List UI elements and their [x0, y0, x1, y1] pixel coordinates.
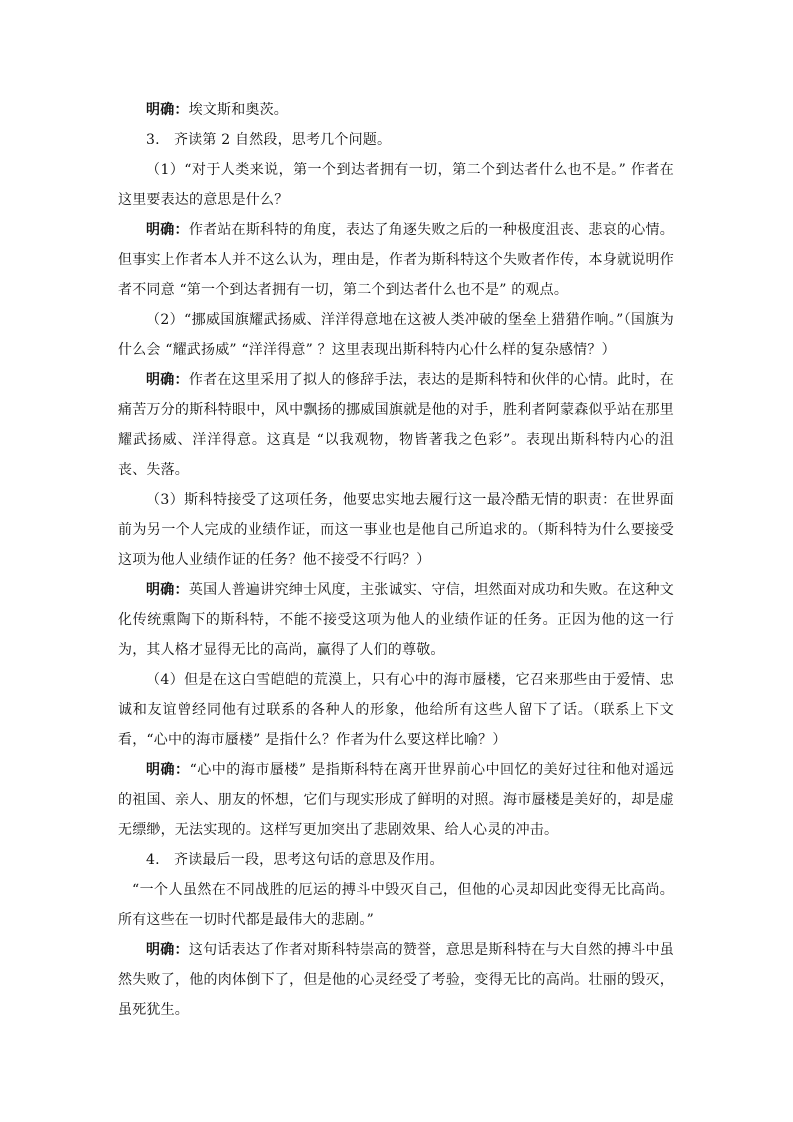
- answer-label: 明确：: [146, 942, 189, 958]
- answer-text: 作者站在斯科特的角度，表达了角逐失败之后的一种极度沮丧、悲哀的心情。但事实上作者本人并不这么认为，理由是，作者为斯科特这个失败者作传，本身就说明作者不同意 “第一个到达者拥有一切，第二个到达者什么也不是” 的观点。: [118, 222, 674, 298]
- question-paragraph: [118, 485, 674, 575]
- answer-paragraph: [118, 575, 674, 665]
- answer-paragraph: [118, 935, 674, 1025]
- document-body: [118, 95, 674, 1025]
- section-heading-text: 4. 齐读最后一段，思考这句话的意思及作用。: [146, 852, 444, 868]
- question-text: （4）但是在这白雪皑皑的荒漠上，只有心中的海市蜃楼，它召来那些由于爱情、忠诚和友谊曾经同他有过联系的各种人的形象，他给所有这些人留下了话。（联系上下文看，“心中的海市蜃楼” 是指什么？作者为什么要这样比喻？）: [118, 672, 674, 748]
- answer-label: 明确：: [146, 372, 189, 388]
- section-heading-text: 3. 齐读第 2 自然段，思考几个问题。: [146, 132, 392, 148]
- answer-paragraph: [118, 95, 674, 125]
- answer-label: 明确：: [146, 102, 189, 118]
- question-paragraph: [118, 665, 674, 755]
- answer-label: 明确：: [146, 762, 190, 778]
- question-paragraph: [118, 155, 674, 215]
- answer-text: 这句话表达了作者对斯科特崇高的赞誉，意思是斯科特在与大自然的搏斗中虽然失败了，他的肉体倒下了，但是他的心灵经受了考验，变得无比的高尚。壮丽的毁灭，虽死犹生。: [118, 942, 674, 1018]
- answer-text: “心中的海市蜃楼” 是指斯科特在离开世界前心中回忆的美好过往和他对遥远的祖国、亲人、朋友的怀想，它们与现实形成了鲜明的对照。海市蜃楼是美好的，却是虚无缥缈，无法实现的。这样写更加突出了悲剧效果、给人心灵的冲击。: [118, 762, 674, 838]
- answer-text: 英国人普遍讲究绅士风度，主张诚实、守信，坦然面对成功和失败。在这种文化传统熏陶下的斯科特，不能不接受这项为他人的业绩作证的任务。正因为他的这一行为，其人格才显得无比的高尚，赢得了人们的尊敬。: [118, 582, 674, 658]
- question-text: （3）斯科特接受了这项任务，他要忠实地去履行这一最冷酷无情的职责：在世界面前为另一个人完成的业绩作证，而这一事业也是他自己所追求的。（斯科特为什么要接受这项为他人业绩作证的任务？他不接受不行吗？）: [118, 492, 674, 568]
- answer-label: 明确：: [146, 582, 189, 598]
- question-paragraph: [118, 305, 674, 365]
- answer-paragraph: [118, 215, 674, 305]
- answer-text: 埃文斯和奥茨。: [188, 102, 289, 118]
- answer-label: 明确：: [146, 222, 189, 238]
- quote-paragraph: [118, 875, 674, 935]
- question-text: （1）“对于人类来说，第一个到达者拥有一切，第二个到达者什么也不是。” 作者在这里要表达的意思是什么？: [118, 162, 674, 208]
- answer-paragraph: [118, 755, 674, 845]
- question-text: （2）“挪威国旗耀武扬威、洋洋得意地在这被人类冲破的堡垒上猎猎作响。”（国旗为什么会 “耀武扬威” “洋洋得意” ？这里表现出斯科特内心什么样的复杂感情？）: [118, 312, 674, 358]
- section-heading: [118, 125, 674, 155]
- answer-text: 作者在这里采用了拟人的修辞手法，表达的是斯科特和伙伴的心情。此时，在痛苦万分的斯科特眼中，风中飘扬的挪威国旗就是他的对手，胜利者阿蒙森似乎站在那里耀武扬威、洋洋得意。这真是 “以我观物，物皆著我之色彩”。表现出斯科特内心的沮丧、失落。: [118, 372, 674, 478]
- answer-paragraph: [118, 365, 674, 485]
- section-heading: [118, 845, 674, 875]
- quote-text: “一个人虽然在不同战胜的厄运的搏斗中毁灭自己，但他的心灵却因此变得无比高尚。所有这些在一切时代都是最伟大的悲剧。”: [118, 882, 674, 928]
